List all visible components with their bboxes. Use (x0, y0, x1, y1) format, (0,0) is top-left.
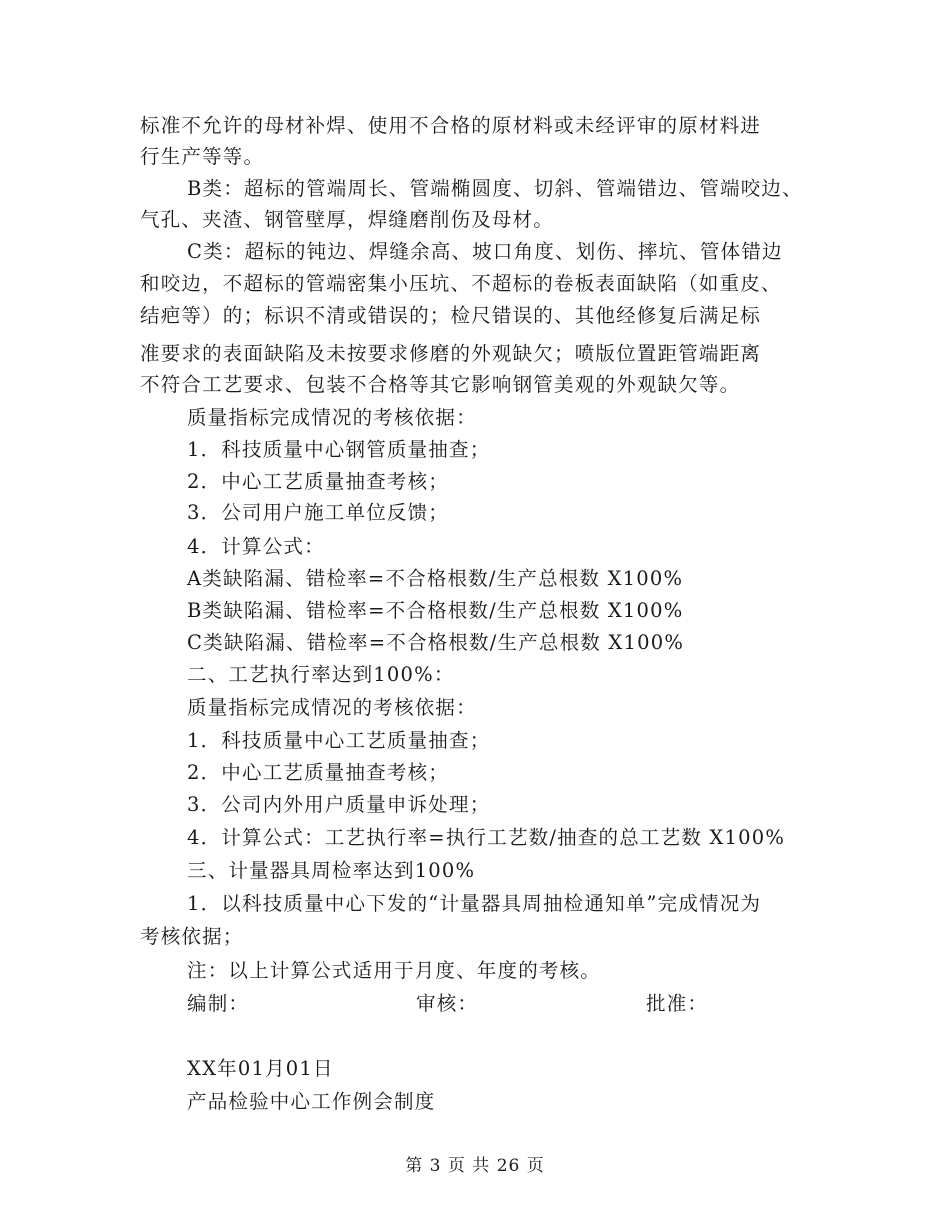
body-line: 考核依据； (140, 925, 244, 948)
body-line: 和咬边，不超标的管端密集小压坑、不超标的卷板表面缺陷（如重皮、 (140, 272, 782, 295)
section-heading: 质量指标完成情况的考核依据： (187, 406, 477, 429)
body-line: B类：超标的管端周长、管端椭圆度、切斜、管端错边、管端咬边、 (187, 177, 803, 200)
body-line: 行生产等等。 (140, 145, 265, 168)
list-item: 4．计算公式： (187, 535, 325, 558)
document-date: XX年01月01日 (187, 1057, 334, 1080)
section-heading: 三、计量器具周检率达到100% (187, 859, 476, 882)
body-line: C类：超标的钝边、焊缝余高、坡口角度、划伤、摔坑、管体错边 (187, 240, 783, 263)
formula-line: A类缺陷漏、错检率=不合格根数/生产总根数 X100% (187, 567, 684, 590)
body-line: 准要求的表面缺陷及未按要求修磨的外观缺欠；喷版位置距管端距离 (140, 342, 762, 365)
list-item: 1．科技质量中心工艺质量抽查； (187, 729, 491, 752)
list-item: 3．公司内外用户质量申诉处理； (187, 793, 491, 816)
signature-row (187, 992, 747, 1016)
signature-approve-label: 批准： (646, 992, 709, 1015)
signature-edit-label: 编制： (187, 992, 250, 1015)
list-item: 3．公司用户施工单位反馈； (187, 501, 450, 524)
section-heading: 质量指标完成情况的考核依据： (187, 696, 477, 719)
body-line: 气孔、夹渣、钢管壁厚，焊缝磨削伤及母材。 (140, 208, 555, 231)
formula-line: C类缺陷漏、错检率=不合格根数/生产总根数 X100% (187, 631, 685, 654)
page-footer: 第 3 页 共 26 页 (405, 1156, 545, 1176)
body-line: 结疤等）的；标识不清或错误的；检尺错误的、其他经修复后满足标 (140, 304, 762, 327)
formula-line: B类缺陷漏、错检率=不合格根数/生产总根数 X100% (187, 599, 684, 622)
list-item: 1．科技质量中心钢管质量抽查； (187, 438, 491, 461)
body-line: 不符合工艺要求、包装不合格等其它影响钢管美观的外观缺欠等。 (140, 373, 741, 396)
signature-review-label: 审核： (416, 992, 479, 1015)
note-line: 注：以上计算公式适用于月度、年度的考核。 (187, 959, 602, 982)
list-item: 4．计算公式：工艺执行率=执行工艺数/抽查的总工艺数 X100% (187, 826, 786, 849)
list-item: 2．中心工艺质量抽查考核； (187, 470, 450, 493)
list-item: 2．中心工艺质量抽查考核； (187, 761, 450, 784)
body-line: 标准不允许的母材补焊、使用不合格的原材料或未经评审的原材料进 (140, 114, 762, 137)
section-heading: 二、工艺执行率达到100%： (187, 663, 455, 686)
list-item: 1．以科技质量中心下发的“计量器具周抽检通知单”完成情况为 (187, 892, 762, 915)
next-section-title: 产品检验中心工作例会制度 (187, 1090, 436, 1113)
